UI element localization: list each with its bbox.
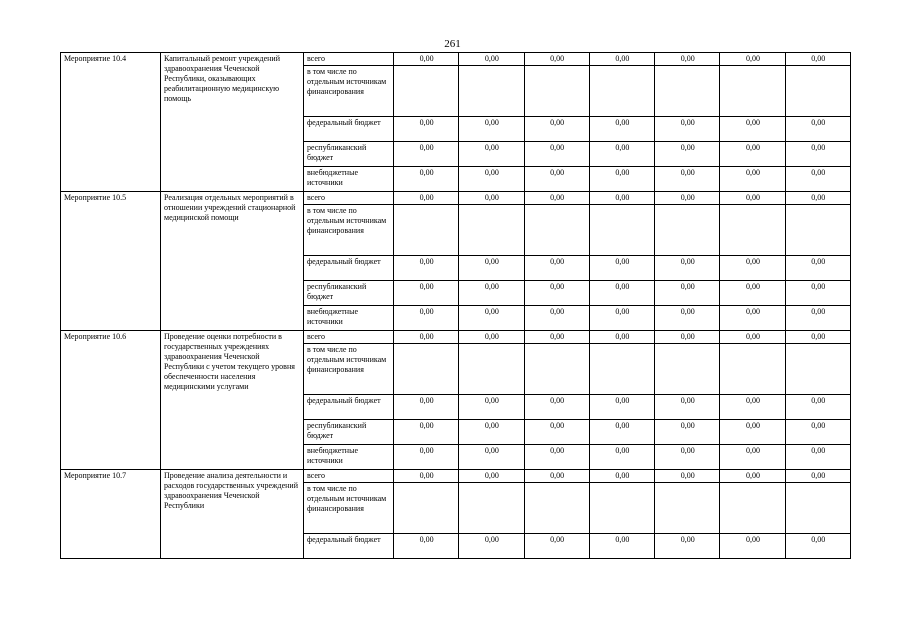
amount-cell — [394, 344, 459, 395]
amount-cell: 0,00 — [589, 167, 654, 192]
amount-cell: 0,00 — [394, 117, 459, 142]
amount-cell: 0,00 — [394, 167, 459, 192]
amount-cell — [720, 205, 785, 256]
amount-cell — [785, 483, 850, 534]
amount-cell: 0,00 — [394, 306, 459, 331]
amount-cell: 0,00 — [394, 256, 459, 281]
amount-cell — [655, 344, 720, 395]
amount-cell: 0,00 — [589, 306, 654, 331]
amount-cell: 0,00 — [785, 167, 850, 192]
amount-cell — [589, 344, 654, 395]
amount-cell: 0,00 — [720, 142, 785, 167]
funding-source-cell: в том числе по отдельным источникам финансирования — [304, 344, 394, 395]
amount-cell: 0,00 — [655, 256, 720, 281]
amount-cell: 0,00 — [589, 331, 654, 344]
table-row — [61, 53, 851, 66]
amount-cell: 0,00 — [394, 534, 459, 559]
amount-cell — [720, 66, 785, 117]
amount-cell: 0,00 — [655, 53, 720, 66]
amount-cell: 0,00 — [655, 306, 720, 331]
amount-cell: 0,00 — [394, 53, 459, 66]
amount-cell — [589, 483, 654, 534]
table-row — [61, 470, 851, 483]
amount-cell: 0,00 — [720, 53, 785, 66]
amount-cell: 0,00 — [655, 167, 720, 192]
funding-source-cell: всего — [304, 331, 394, 344]
amount-cell: 0,00 — [459, 53, 524, 66]
event-code-cell: Мероприятие 10.6 — [61, 331, 161, 470]
amount-cell: 0,00 — [524, 256, 589, 281]
amount-cell — [459, 205, 524, 256]
amount-cell: 0,00 — [524, 331, 589, 344]
amount-cell: 0,00 — [589, 256, 654, 281]
amount-cell: 0,00 — [394, 192, 459, 205]
amount-cell: 0,00 — [459, 395, 524, 420]
amount-cell: 0,00 — [720, 420, 785, 445]
amount-cell: 0,00 — [785, 256, 850, 281]
amount-cell: 0,00 — [589, 142, 654, 167]
amount-cell: 0,00 — [459, 420, 524, 445]
amount-cell — [524, 344, 589, 395]
amount-cell — [655, 483, 720, 534]
amount-cell: 0,00 — [394, 470, 459, 483]
financing-table — [60, 52, 851, 559]
amount-cell: 0,00 — [589, 53, 654, 66]
amount-cell: 0,00 — [785, 534, 850, 559]
amount-cell — [589, 205, 654, 256]
page-number: 261 — [444, 38, 461, 50]
amount-cell: 0,00 — [394, 331, 459, 344]
amount-cell — [785, 344, 850, 395]
funding-source-cell: в том числе по отдельным источникам финансирования — [304, 483, 394, 534]
amount-cell: 0,00 — [655, 192, 720, 205]
amount-cell: 0,00 — [524, 117, 589, 142]
amount-cell — [459, 344, 524, 395]
event-title-cell: Проведение оценки потребности в государственных учреждениях здравоохранения Чеченской Республики с учетом текущего уровня обеспеченности населения медицинскими услугами — [161, 331, 304, 470]
amount-cell: 0,00 — [459, 281, 524, 306]
amount-cell: 0,00 — [720, 331, 785, 344]
funding-source-cell: федеральный бюджет — [304, 534, 394, 559]
funding-source-cell: внебюджетные источники — [304, 167, 394, 192]
amount-cell: 0,00 — [655, 534, 720, 559]
amount-cell: 0,00 — [655, 420, 720, 445]
table-row — [61, 331, 851, 344]
table-row — [61, 192, 851, 205]
amount-cell: 0,00 — [524, 192, 589, 205]
amount-cell: 0,00 — [459, 331, 524, 344]
amount-cell: 0,00 — [589, 420, 654, 445]
event-code-cell: Мероприятие 10.4 — [61, 53, 161, 192]
amount-cell — [524, 483, 589, 534]
amount-cell: 0,00 — [785, 445, 850, 470]
amount-cell: 0,00 — [524, 281, 589, 306]
amount-cell: 0,00 — [459, 306, 524, 331]
amount-cell: 0,00 — [589, 117, 654, 142]
amount-cell — [459, 66, 524, 117]
amount-cell: 0,00 — [459, 470, 524, 483]
funding-source-cell: республиканский бюджет — [304, 281, 394, 306]
funding-source-cell: федеральный бюджет — [304, 256, 394, 281]
event-title-cell: Капитальный ремонт учреждений здравоохранения Чеченской Республики, оказывающих реабилитационную медицинскую помощь — [161, 53, 304, 192]
amount-cell: 0,00 — [524, 420, 589, 445]
amount-cell: 0,00 — [785, 331, 850, 344]
amount-cell — [394, 483, 459, 534]
amount-cell: 0,00 — [720, 117, 785, 142]
amount-cell: 0,00 — [524, 142, 589, 167]
amount-cell: 0,00 — [720, 470, 785, 483]
amount-cell: 0,00 — [459, 534, 524, 559]
amount-cell: 0,00 — [524, 534, 589, 559]
funding-source-cell: внебюджетные источники — [304, 306, 394, 331]
amount-cell: 0,00 — [524, 167, 589, 192]
amount-cell — [394, 205, 459, 256]
amount-cell: 0,00 — [394, 445, 459, 470]
funding-source-cell: всего — [304, 53, 394, 66]
amount-cell: 0,00 — [459, 256, 524, 281]
amount-cell: 0,00 — [785, 470, 850, 483]
amount-cell: 0,00 — [459, 142, 524, 167]
amount-cell: 0,00 — [589, 470, 654, 483]
amount-cell — [785, 66, 850, 117]
amount-cell: 0,00 — [589, 445, 654, 470]
amount-cell — [524, 205, 589, 256]
amount-cell — [785, 205, 850, 256]
event-code-cell: Мероприятие 10.5 — [61, 192, 161, 331]
amount-cell: 0,00 — [720, 445, 785, 470]
amount-cell: 0,00 — [655, 281, 720, 306]
amount-cell: 0,00 — [394, 142, 459, 167]
amount-cell: 0,00 — [459, 192, 524, 205]
funding-source-cell: внебюджетные источники — [304, 445, 394, 470]
funding-source-cell: всего — [304, 192, 394, 205]
amount-cell: 0,00 — [655, 117, 720, 142]
funding-source-cell: федеральный бюджет — [304, 117, 394, 142]
amount-cell: 0,00 — [524, 445, 589, 470]
amount-cell: 0,00 — [655, 142, 720, 167]
amount-cell: 0,00 — [720, 281, 785, 306]
amount-cell: 0,00 — [394, 420, 459, 445]
amount-cell — [720, 344, 785, 395]
amount-cell: 0,00 — [655, 395, 720, 420]
amount-cell: 0,00 — [524, 53, 589, 66]
amount-cell: 0,00 — [524, 395, 589, 420]
amount-cell: 0,00 — [589, 192, 654, 205]
amount-cell — [655, 66, 720, 117]
amount-cell: 0,00 — [785, 142, 850, 167]
amount-cell: 0,00 — [394, 395, 459, 420]
amount-cell: 0,00 — [655, 331, 720, 344]
funding-source-cell: республиканский бюджет — [304, 420, 394, 445]
amount-cell: 0,00 — [655, 445, 720, 470]
amount-cell: 0,00 — [394, 281, 459, 306]
amount-cell: 0,00 — [785, 117, 850, 142]
amount-cell — [655, 205, 720, 256]
amount-cell: 0,00 — [785, 420, 850, 445]
amount-cell: 0,00 — [720, 256, 785, 281]
amount-cell: 0,00 — [720, 306, 785, 331]
funding-source-cell: федеральный бюджет — [304, 395, 394, 420]
amount-cell: 0,00 — [459, 117, 524, 142]
amount-cell — [589, 66, 654, 117]
amount-cell: 0,00 — [524, 306, 589, 331]
amount-cell: 0,00 — [459, 445, 524, 470]
event-code-cell: Мероприятие 10.7 — [61, 470, 161, 559]
funding-source-cell: в том числе по отдельным источникам финансирования — [304, 205, 394, 256]
funding-source-cell: в том числе по отдельным источникам финансирования — [304, 66, 394, 117]
amount-cell: 0,00 — [589, 281, 654, 306]
amount-cell: 0,00 — [459, 167, 524, 192]
amount-cell: 0,00 — [720, 167, 785, 192]
table-body — [61, 53, 851, 559]
amount-cell: 0,00 — [720, 192, 785, 205]
amount-cell: 0,00 — [589, 534, 654, 559]
funding-source-cell: республиканский бюджет — [304, 142, 394, 167]
amount-cell: 0,00 — [655, 470, 720, 483]
amount-cell: 0,00 — [524, 470, 589, 483]
amount-cell: 0,00 — [785, 395, 850, 420]
amount-cell: 0,00 — [720, 395, 785, 420]
amount-cell: 0,00 — [720, 534, 785, 559]
amount-cell — [720, 483, 785, 534]
amount-cell — [459, 483, 524, 534]
amount-cell: 0,00 — [785, 192, 850, 205]
funding-source-cell: всего — [304, 470, 394, 483]
amount-cell: 0,00 — [785, 281, 850, 306]
amount-cell: 0,00 — [785, 53, 850, 66]
event-title-cell: Реализация отдельных мероприятий в отношении учреждений стационарной медицинской помощи — [161, 192, 304, 331]
amount-cell — [394, 66, 459, 117]
amount-cell: 0,00 — [589, 395, 654, 420]
amount-cell: 0,00 — [785, 306, 850, 331]
event-title-cell: Проведение анализа деятельности и расходов государственных учреждений здравоохранения Чеченской Республики — [161, 470, 304, 559]
amount-cell — [524, 66, 589, 117]
